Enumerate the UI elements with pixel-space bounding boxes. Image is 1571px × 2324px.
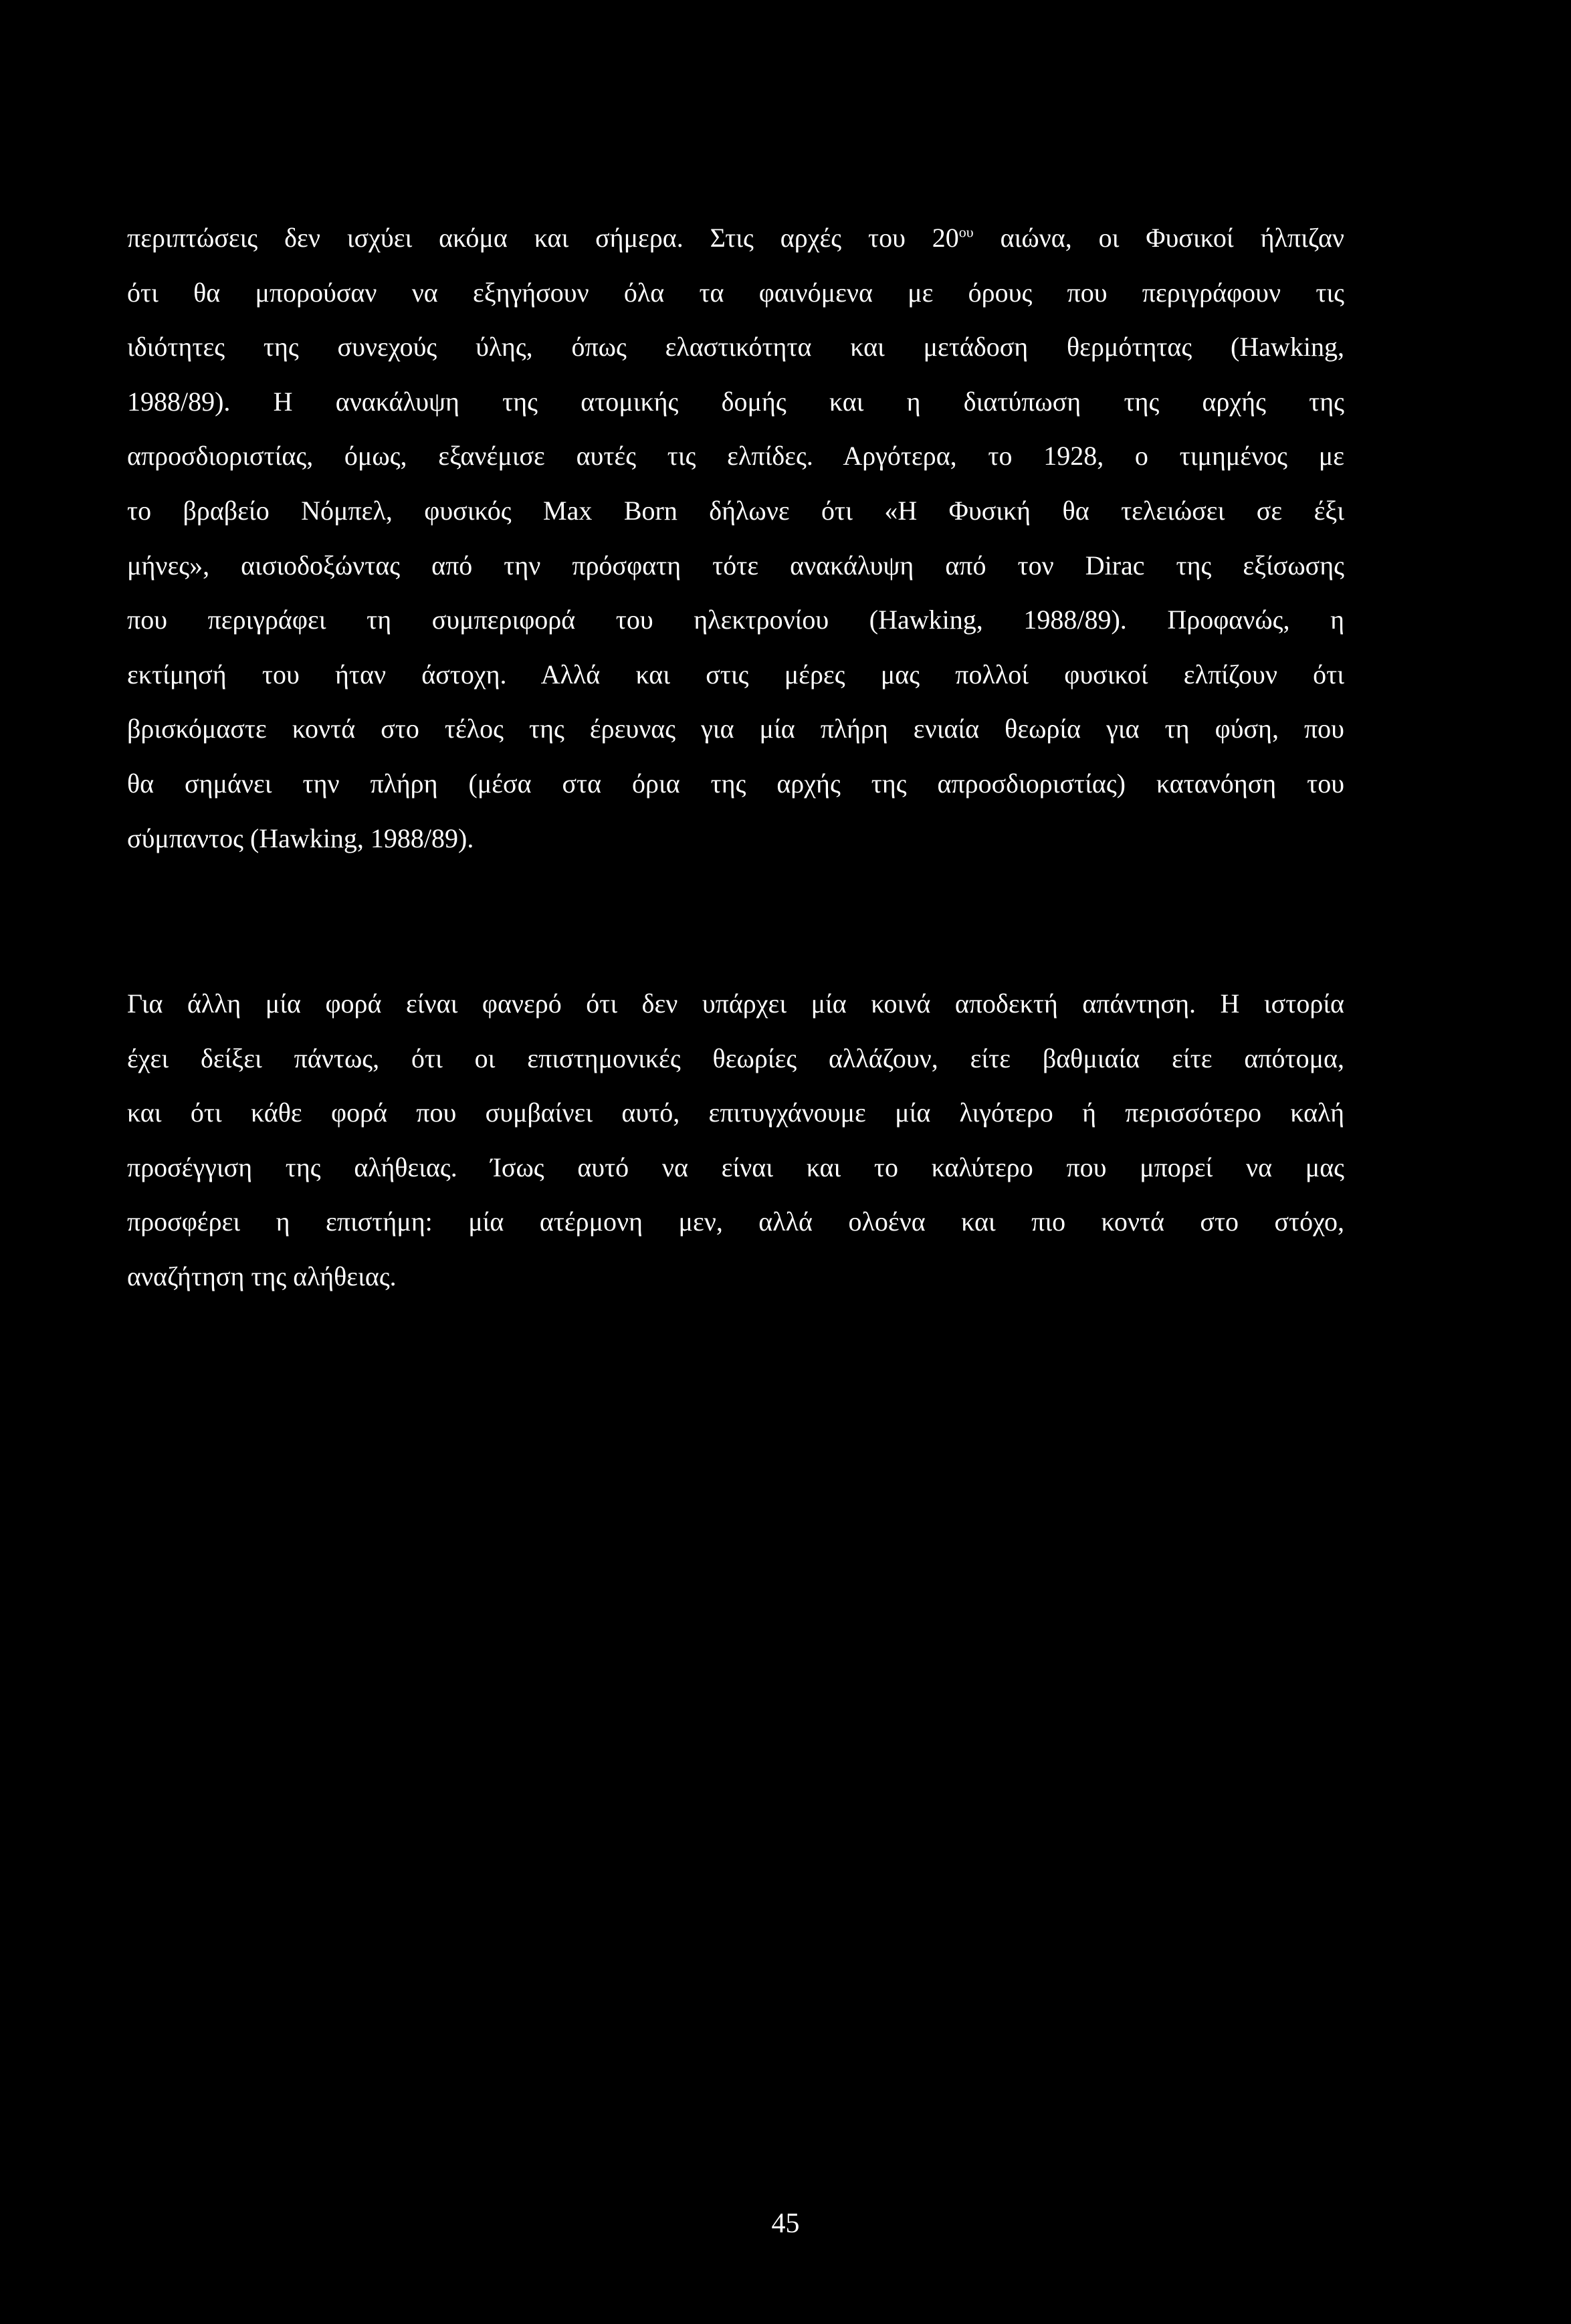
text-line: θα σημάνει την πλήρη (μέσα στα όρια της αρχής της απροσδιοριστίας) κατανόηση του [127,768,1344,799]
text-line: προσέγγιση της αλήθειας. Ίσως αυτό να είναι και το καλύτερο που μπορεί να μας [127,1152,1344,1182]
paragraph-1 [127,211,1344,865]
text-line: Για άλλη μία φορά είναι φανερό ότι δεν υπάρχει μία κοινά αποδεκτή απάντηση. Η ιστορία [127,988,1344,1019]
text-line: απροσδιοριστίας, όμως, εξανέμισε αυτές τις ελπίδες. Αργότερα, το 1928, ο τιμημένος με [127,441,1344,471]
text-line: ιδιότητες της συνεχούς ύλης, όπως ελαστικότητα και μετάδοση θερμότητας (Hawking, [127,332,1344,362]
text-line: έχει δείξει πάντως, ότι οι επιστημονικές θεωρίες αλλάζουν, είτε βαθμιαία είτε απότομα, [127,1043,1344,1073]
text-line [127,211,1344,266]
text-line: προσφέρει η επιστήμη: μία ατέρμονη μεν, αλλά ολοένα και πιο κοντά στο στόχο, [127,1206,1344,1237]
text-line: 1988/89). Η ανακάλυψη της ατομικής δομής και η διατύπωση της αρχής της [127,386,1344,417]
text-line: αναζήτηση της αλήθειας. [127,1261,397,1291]
text-line: που περιγράφει τη συμπεριφορά του ηλεκτρονίου (Hawking, 1988/89). Προφανώς, η [127,605,1344,635]
text-line: βρισκόμαστε κοντά στο τέλος της έρευνας για μία πλήρη ενιαία θεωρία για τη φύση, που [127,714,1344,744]
text-line: σύμπαντος (Hawking, 1988/89). [127,823,474,853]
text-line: το βραβείο Νόμπελ, φυσικός Max Born δήλωνε ότι «Η Φυσική θα τελειώσει σε έξι [127,495,1344,526]
text-line: ότι θα μπορούσαν να εξηγήσουν όλα τα φαινόμενα με όρους που περιγράφουν τις [127,277,1344,308]
text-line: εκτίμησή του ήταν άστοχη. Αλλά και στις μέρες μας πολλοί φυσικοί ελπίζουν ότι [127,659,1344,690]
paragraph-2 [127,976,1344,1304]
text-line: μήνες», αισιοδοξώντας από την πρόσφατη τότε ανακάλυψη από τον Dirac της εξίσωσης [127,550,1344,580]
text-line: και ότι κάθε φορά που συμβαίνει αυτό, επιτυγχάνουμε μία λιγότερο ή περισσότερο καλή [127,1097,1344,1128]
superscript: ου [958,223,974,241]
text-line-part: περιπτώσεις δεν ισχύει ακόμα και σήμερα. Στις αρχές του 20 [127,223,959,253]
page-number: 45 [771,2208,800,2239]
text-line-part: αιώνα, οι Φυσικοί ήλπιζαν [973,223,1344,253]
